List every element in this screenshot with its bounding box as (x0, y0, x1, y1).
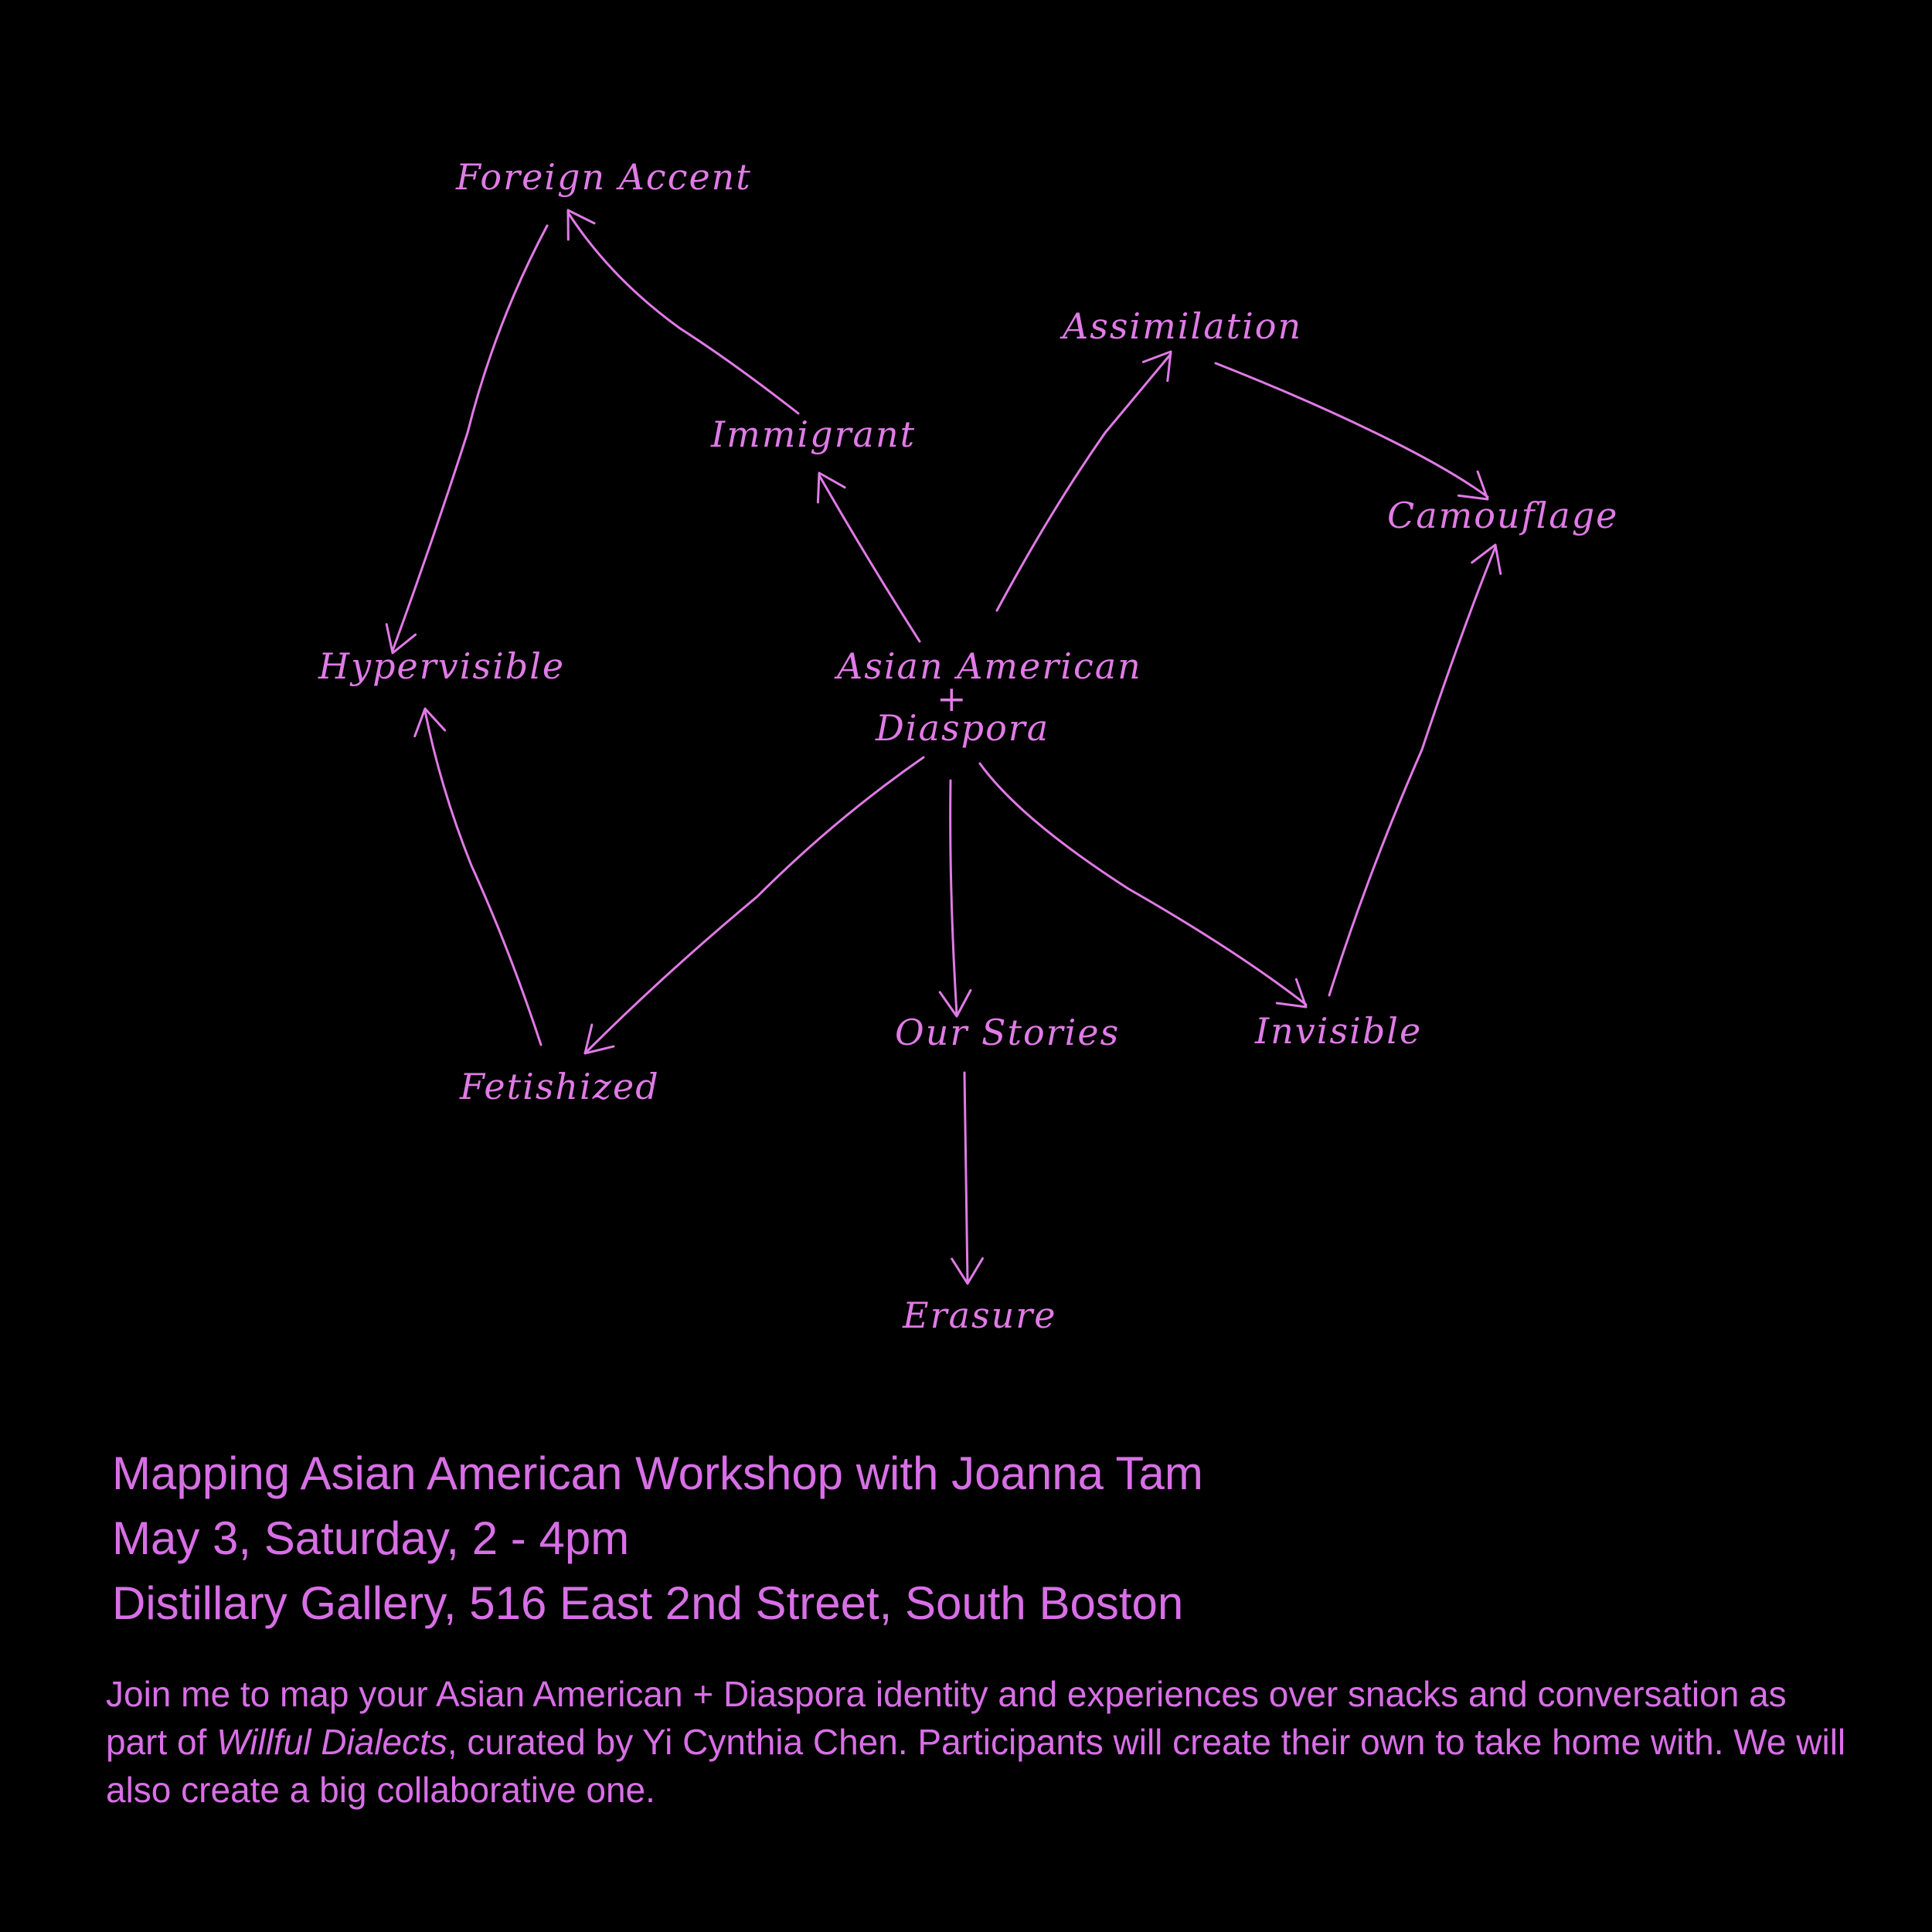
edge-invisible-to-camouflage (1329, 547, 1495, 995)
description-part-1: Join me to map your Asian American + Diaspora identity and experiences over snacks and conversation as part of (106, 1674, 1787, 1762)
node-asian-american: Asian American (837, 645, 1142, 687)
edge-diaspora-to-invisible (980, 764, 1306, 1005)
node-diaspora: Diaspora (876, 707, 1050, 749)
node-foreign-accent: Foreign Accent (456, 156, 752, 198)
description-part-2: , curated by Yi Cynthia Chen. Participants will create their own to take home with. We will also create a big collaborative one. (106, 1722, 1846, 1810)
node-camouflage: Camouflage (1387, 495, 1619, 536)
arrowhead-assimilation (1143, 352, 1171, 381)
node-invisible: Invisible (1255, 1010, 1423, 1052)
node-hypervisible: Hypervisible (318, 645, 566, 687)
node-plus: + (937, 678, 968, 719)
edge-foreign-accent-to-hypervisible (393, 226, 547, 651)
edge-immigrant-to-foreign-accent (568, 213, 798, 413)
arrowhead-foreign-accent (568, 210, 594, 240)
event-description (106, 1670, 1851, 1814)
edge-fetishized-to-hypervisible (425, 711, 541, 1045)
edge-our-stories-to-erasure (964, 1073, 968, 1281)
edge-diaspora-to-our-stories (951, 781, 957, 1014)
edge-asian-american-to-assimilation (997, 354, 1171, 611)
edge-diaspora-to-fetishized (587, 757, 923, 1051)
event-location: Distillary Gallery, 516 East 2nd Street, South Boston (112, 1577, 1184, 1629)
event-info (106, 1441, 1851, 1814)
exhibition-title: Willful Dialects (216, 1722, 447, 1762)
node-erasure: Erasure (903, 1294, 1057, 1336)
node-assimilation: Assimilation (1063, 305, 1303, 347)
edge-assimilation-to-camouflage (1216, 363, 1488, 497)
node-fetishized: Fetishized (460, 1066, 660, 1107)
node-our-stories: Our Stories (895, 1012, 1121, 1053)
edge-asian-american-to-immigrant (819, 475, 920, 641)
event-title: Mapping Asian American Workshop with Joanna Tam (112, 1447, 1203, 1499)
node-immigrant: Immigrant (711, 413, 917, 455)
event-date: May 3, Saturday, 2 - 4pm (112, 1512, 630, 1564)
